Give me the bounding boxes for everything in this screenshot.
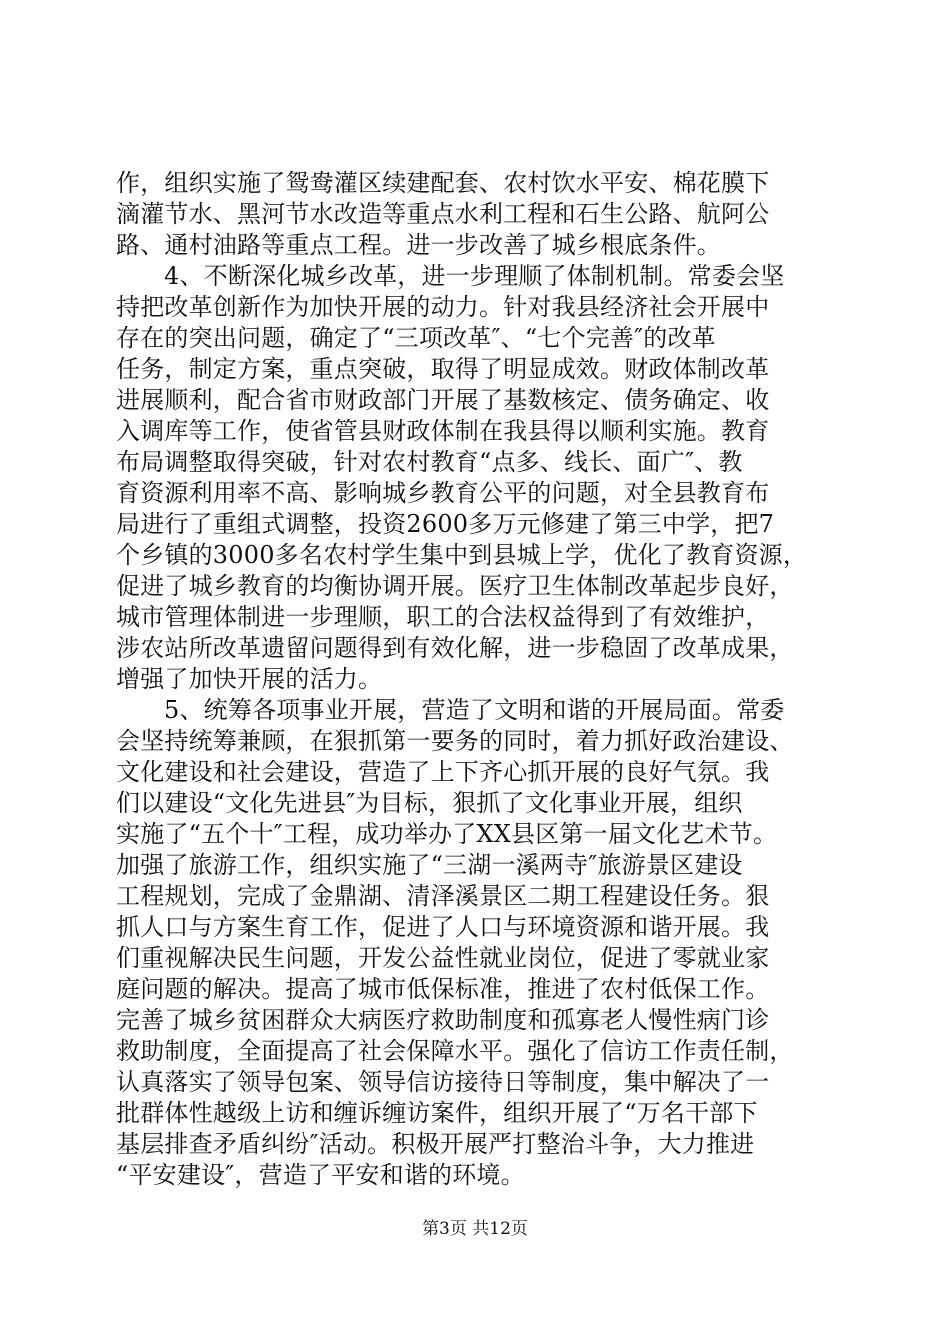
text-line: 布局调整取得突破，针对农村教育“点多、线长、面广″、教 [116, 448, 743, 476]
text-line: 工程规划，完成了金鼎湖、清泽溪景区二期工程建设任务。狠 [116, 882, 770, 910]
text-line: 涉农站所改革遗留问题得到有效化解，进一步稳固了改革成果， [116, 634, 794, 662]
text-line: 们以建设“文化先进县″为目标，狠抓了文化事业开展，组织 [116, 789, 743, 817]
text-line: 文化建设和社会建设，营造了上下齐心抓开展的良好气氛。我 [116, 758, 770, 786]
text-line: 促进了城乡教育的均衡协调开展。医疗卫生体制改革起步良好， [116, 572, 794, 600]
text-line: 实施了“五个十″工程，成功举办了XX县区第一届文化艺术节。 [116, 820, 778, 848]
text-line: 个乡镇的3000多名农村学生集中到县城上学，优化了教育资源， [116, 541, 808, 569]
text-line: 认真落实了领导包案、领导信访接待日等制度，集中解决了一 [116, 1068, 770, 1096]
text-line: 路、通村油路等重点工程。进一步改善了城乡根底条件。 [116, 231, 721, 259]
body-text [116, 168, 836, 1191]
text-line: 抓人口与方案生育工作，促进了人口与环境资源和谐开展。我 [116, 913, 770, 941]
page-number-footer: 第3页 共12页 [422, 1219, 528, 1239]
text-line: 作，组织实施了鸳鸯灌区续建配套、农村饮水平安、棉花膜下 [116, 169, 770, 197]
text-line: 加强了旅游工作，组织实施了“三湖一溪两寺″旅游景区建设 [116, 851, 743, 879]
text-line: 入调库等工作，使省管县财政体制在我县得以顺利实施。教育 [116, 417, 770, 445]
text-line: 完善了城乡贫困群众大病医疗救助制度和孤寡老人慢性病门诊 [116, 1006, 770, 1034]
text-line: 局进行了重组式调整，投资2600多万元修建了第三中学，把7 [116, 510, 775, 538]
paragraph-5-start: 5、统筹各项事业开展，营造了文明和谐的开展局面。常委 [164, 696, 785, 724]
text-line: 持把改革创新作为加快开展的动力。针对我县经济社会开展中 [116, 293, 770, 321]
paragraph-4-start: 4、不断深化城乡改革，进一步理顺了体制机制。常委会坚 [164, 262, 785, 290]
text-line: 增强了加快开展的活力。 [116, 665, 383, 693]
text-line: 基层排查矛盾纠纷″活动。积极开展严打整治斗争，大力推进 [116, 1130, 755, 1158]
text-line: 进展顺利，配合省市财政部门开展了基数核定、债务确定、收 [116, 386, 770, 414]
text-line: 们重视解决民生问题，开发公益性就业岗位，促进了零就业家 [116, 944, 770, 972]
text-line: 城市管理体制进一步理顺，职工的合法权益得到了有效维护， [116, 603, 770, 631]
text-line: 育资源利用率不高、影响城乡教育公平的问题，对全县教育布 [116, 479, 770, 507]
text-line: 救助制度，全面提高了社会保障水平。强化了信访工作责任制， [116, 1037, 794, 1065]
text-line: 任务，制定方案，重点突破，取得了明显成效。财政体制改革 [116, 355, 770, 383]
text-line: 批群体性越级上访和缠诉缠访案件，组织开展了“万名干部下 [116, 1099, 758, 1127]
text-line: 庭问题的解决。提高了城市低保标准，推进了农村低保工作。 [116, 975, 770, 1003]
text-line: 存在的突出问题，确定了“三项改革″、“七个完善″的改革 [116, 324, 716, 352]
text-line: “平安建设″，营造了平安和谐的环境。 [116, 1161, 525, 1189]
text-line: 会坚持统筹兼顾，在狠抓第一要务的同时，着力抓好政治建设、 [116, 727, 794, 755]
text-line: 滴灌节水、黑河节水改造等重点水利工程和石生公路、航阿公 [116, 200, 770, 228]
